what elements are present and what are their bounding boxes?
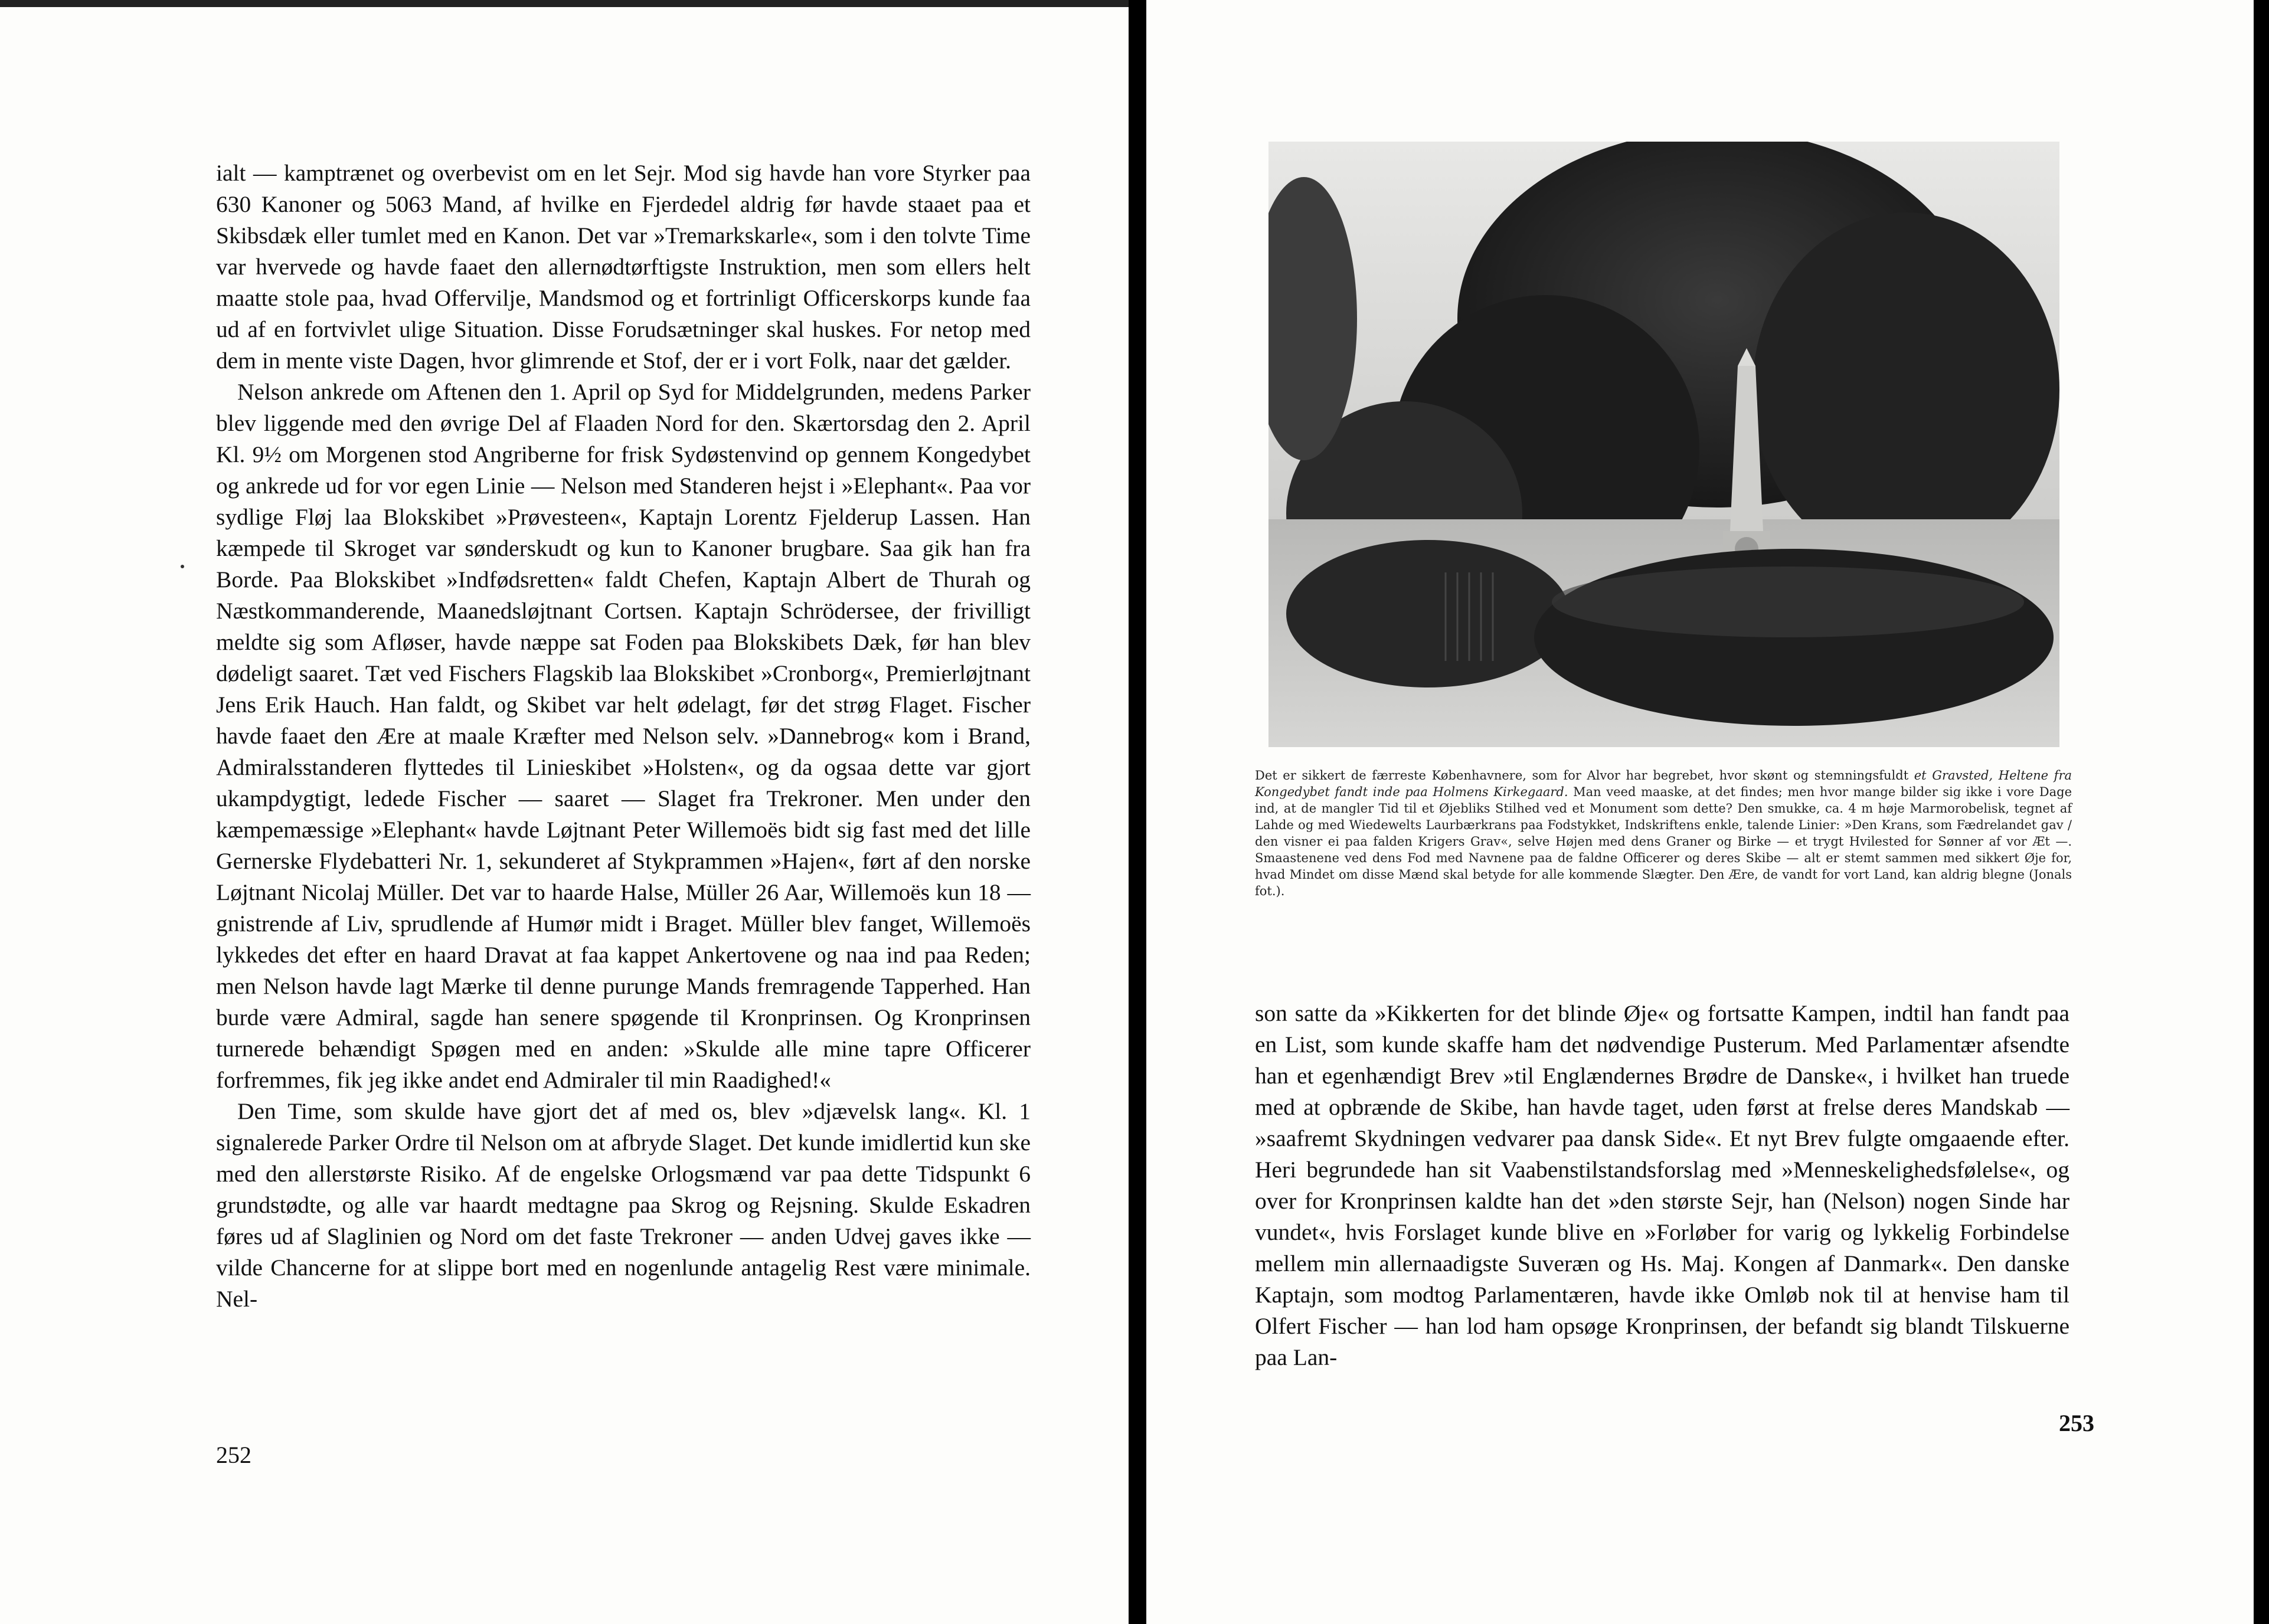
- paragraph: ialt — kamptrænet og overbevist om en let Sejr. Mod sig havde han vore Styrker paa 630 Kanoner og 5063 Mand, af hvilke en Fjerdedel aldrig før havde staaet paa et Skibsdæk eller tumlet med en Kanon. Det var »Tremarkskarle«, som i den tolvte Time var hvervede og havde faaet den allernødtørftigste Instruktion, men som ellers helt maatte stole paa, hvad Offervilje, Mandsmod og et fortrinligt Officerskorps kunde faa ud af en fortvivlet ulige Situation. Disse Forudsætninger skal huskes. For netop med dem in mente viste Dagen, hvor glimrende et Stof, der er i vort Folk, naar det gælder.: [216, 160, 1031, 374]
- page-number: 252: [216, 1442, 251, 1468]
- left-page: [0, 0, 1129, 1624]
- caption-text: Det er sikkert de færreste Københavnere, som for Alvor har begrebet, hvor skønt og stemningsfuldt: [1255, 768, 1914, 782]
- paragraph: Den Time, som skulde have gjort det af med os, blev »djævelsk lang«. Kl. 1 signalerede Parker Ordre til Nelson om at afbryde Slaget. Det kunde imidlertid kun ske med den allerstørste Risiko. Af de engelske Orlogsmænd var paa dette Tidspunkt 6 grundstødte, og alle var haardt medtagne paa Skrog og Rejsning. Skulde Eskadren føres ud af Slaglinien og Nord om det faste Trekroner — anden Udvej gaves ikke — vilde Chancerne for at slippe bort med en nogenlunde antagelig Rest være minimale. Nel-: [216, 1098, 1031, 1312]
- caption-text: Man veed maaske, at det findes; men hvor mange bilder sig ikke i vore Dage ind, at de mangler Tid til et Øjebliks Stilhed ved et Monument som dette? Den smukke, ca. 4 m høje Marmorobelisk, tegnet af Lahde og med Wiedewelts Laurbærkrans paa Fodstykket, Indskriftens enkle, talende Linier: »Den Krans, som Fædrelandet gav / den visner ei paa falden Krigers Grav«, selve Højen med dens Graner og Birke — et trygt Hvilested for Sønner af vor Æt —. Smaastenene ved dens Fod med Navnene paa de faldne Officerer og deres Skibe — alt er stemt sammen med sikkert Øje for, hvad Mindet om disse Mænd skal betyde for alle kommende Slægter. Den Ære, de vandt for vort Land, kan aldrig blegne (Jonals fot.).: [1255, 785, 2072, 898]
- left-body-text: [216, 158, 1031, 1315]
- memorial-photo-icon: [1268, 142, 2059, 747]
- paragraph: son satte da »Kikkerten for det blinde Øje« og fortsatte Kampen, indtil han fandt paa en List, som kunde skaffe ham det nødvendige Pusterum. Med Parlamentær afsendte han et egenhændigt Brev »til Englændernes Brødre de Danske«, i hvilket han truede med at opbrænde de Skibe, han havde taget, uden først at frelse deres Mandskab — »saafremt Skydningen vedvarer paa dansk Side«. Et nyt Brev fulgte omgaaende efter. Heri begrundede han sit Vaabenstilstandsforslag med »Menneskelighedsfølelse«, og over for Kronprinsen kaldte han det »den største Sejr, han (Nelson) nogen Sinde har vundet«, hvis Forslaget kunde blive en »Forløber for varig og lykkelig Forbindelse mellem min allernaadigste Suveræn og Hs. Maj. Kongen af Danmark«. Den danske Kaptajn, som modtog Parlamentæren, havde ikke Omløb nok til at henvise ham til Olfert Fischer — han lod ham opsøge Kronprinsen, der befandt sig blandt Tilskuerne paa Lan-: [1255, 1000, 2069, 1370]
- paragraph: Nelson ankrede om Aftenen den 1. April op Syd for Middelgrunden, medens Parker blev liggende med den øvrige Del af Flaaden Nord for den. Skærtorsdag den 2. April Kl. 9½ om Morgenen stod Angriberne for frisk Sydøstenvind op gennem Kongedybet og ankrede ud for vor egen Linie — Nelson med Standeren hejst i »Elephant«. Paa vor sydlige Fløj laa Blokskibet »Prøvesteen«, Kaptajn Lorentz Fjelderup Lassen. Han kæmpede til Skroget var sønderskudt og kun to Kanoner brugbare. Saa gik han fra Borde. Paa Blokskibet »Indfødsretten« faldt Chefen, Kaptajn Albert de Thurah og Næstkommanderende, Maanedsløjtnant Cortsen. Kaptajn Schrödersee, der frivilligt meldte sig som Afløser, havde næppe sat Foden paa Blokskibets Dæk, før han blev dødeligt saaret. Tæt ved Fischers Flagskib laa Blokskibet »Cronborg«, Premierløjtnant Jens Erik Hauch. Han faldt, og Skibet var helt ødelagt, før det strøg Flaget. Fischer havde faaet den Ære at maale Kræfter med Nelson selv. »Dannebrog« kom i Brand, Admiralsstanderen flyttedes til Linieskibet »Holsten«, og da ogsaa dette var gjort ukampdygtigt, ledede Fischer — saaret — Slaget fra Trekroner. Men under den kæmpemæssige »Elephant« havde Løjtnant Peter Willemoës bidt sig fast med det lille Gernerske Flydebatteri Nr. 1, sekunderet af Stykprammen »Hajen«, ført af den norske Løjtnant Nicolaj Müller. Det var to haarde Halse, Müller 26 Aar, Willemoës kun 18 — gnistrende af Liv, sprudlende af Humør midt i Braget. Müller blev fanget, Willemoës lykkedes det efter en haard Dravat at faa kappet Ankertovene og naa ind paa Reden; men Nelson havde lagt Mærke til denne purunge Mands fremragende Tapperhed. Han burde være Admiral, sagde han senere spøgende til Kronprinsen. Og Kronprinsen turnerede behændigt Spøgen med en anden: »Skulde alle mine tapre Officerer forfremmes, fik jeg ikke andet end Admiraler til min Raadighed!«: [216, 379, 1031, 1093]
- caption-italic-text: et Gravsted, Heltene fra Kongedybet fandt inde paa Holmens Kirkegaard.: [1255, 768, 2072, 799]
- right-body-text: [1255, 998, 2069, 1373]
- speck: [181, 565, 184, 568]
- page-number: 253: [2059, 1410, 2094, 1436]
- photo-caption: [1255, 767, 2072, 899]
- right-page: [1146, 0, 2254, 1624]
